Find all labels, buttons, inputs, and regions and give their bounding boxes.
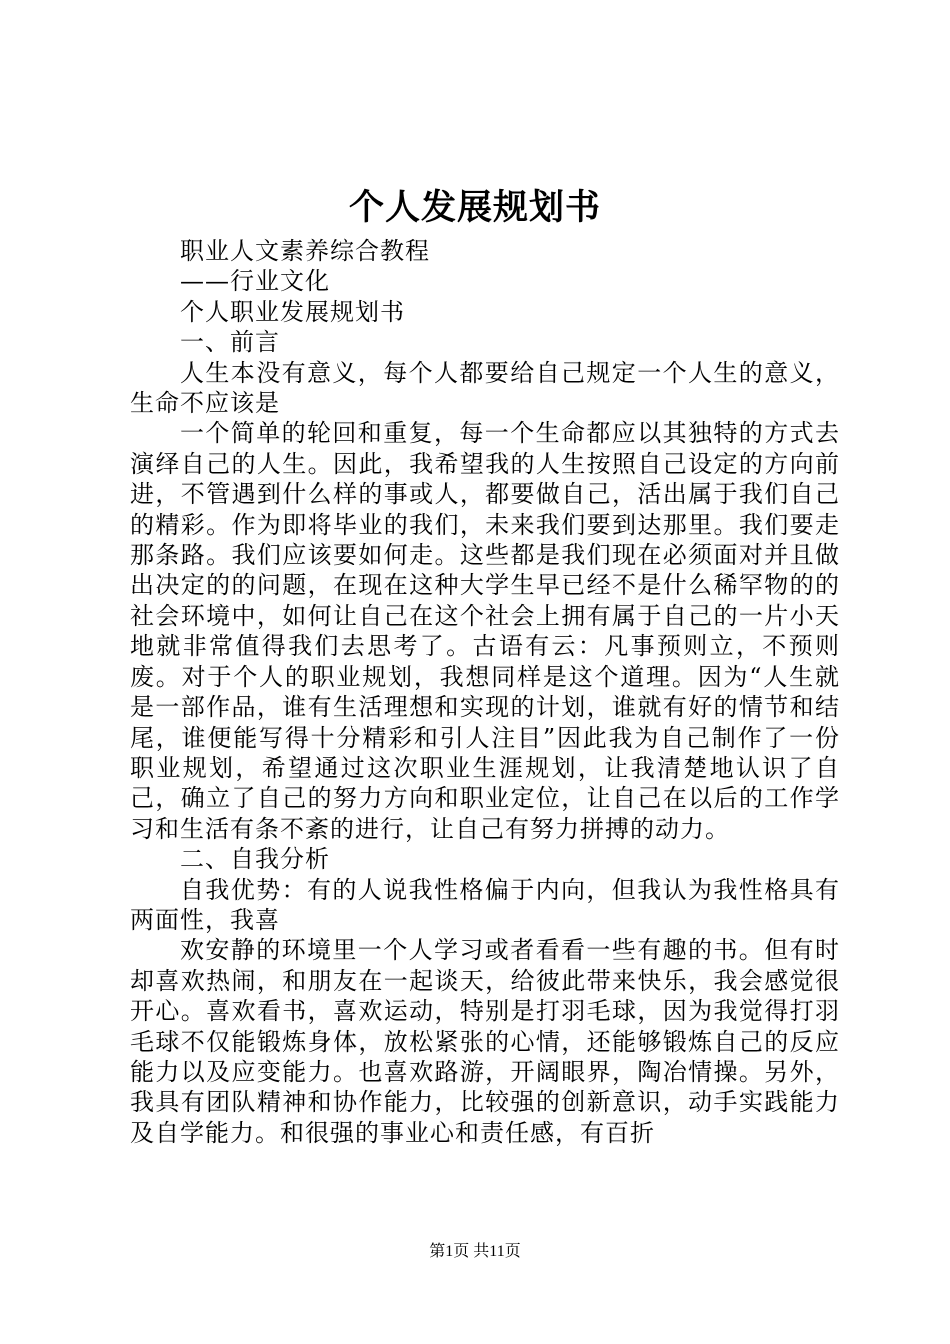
paragraph-course-name: 职业人文素养综合教程 <box>180 237 430 265</box>
paragraph-self-analysis-2: 欢安静的环境里一个人学习或者看看一些有趣的书。但有时却喜欢热闹，和朋友在一起谈天，给彼此带来快乐，我会感觉很开心。喜欢看书，喜欢运动，特别是打羽毛球，因为我觉得打羽毛球不仅能锻炼身体，放松紧张的心情，还能够锻炼自己的反应能力以及应变能力。也喜欢路游，开阔眼界，陶冶情操。另外，我具有团队精神和协作能力，比较强的创新意识，动手实践能力及自学能力。和很强的事业心和责任感，有百折 <box>130 936 840 1147</box>
section-heading-preface: 一、前言 <box>180 328 280 357</box>
paragraph-subtitle: ——行业文化 <box>180 267 330 296</box>
paragraph-preface-1: 人生本没有意义，每个人都要给自己规定一个人生的意义，生命不应该是 <box>130 358 840 418</box>
paragraph-preface-2: 一个简单的轮回和重复，每一个生命都应以其独特的方式去演绎自己的人生。因此，我希望我的人生按照自己设定的方向前进，不管遇到什么样的事或人，都要做自己，活出属于我们自己的精彩。作为即将毕业的我们，未来我们要到达那里。我们要走那条路。我们应该要如何走。这些都是我们现在必须面对并且做出决定的的问题，在现在这种大学生早已经不是什么稀罕物的的社会环境中，如何让自己在这个社会上拥有属于自己的一片小天地就非常值得我们去思考了。古语有云：凡事预则立，不预则废。对于个人的职业规划，我想同样是这个道理。因为“人生就是一部作品，谁有生活理想和实现的计划，谁就有好的情节和结尾，谁便能写得十分精彩和引人注目”因此我为自己制作了一份职业规划，希望通过这次职业生涯规划，让我清楚地认识了自己，确立了自己的努力方向和职业定位，让自己在以后的工作学习和生活有条不紊的进行，让自己有努力拼搏的动力。 <box>130 419 840 843</box>
paragraph-self-analysis-1: 自我优势：有的人说我性格偏于内向，但我认为我性格具有两面性，我喜 <box>130 875 840 934</box>
paragraph-plan-heading: 个人职业发展规划书 <box>180 297 405 326</box>
section-heading-self-analysis: 二、自我分析 <box>180 845 330 874</box>
page-footer: 第1页 共11页 <box>429 1243 521 1260</box>
document-body <box>130 236 840 1148</box>
document-title: 个人发展规划书 <box>348 187 601 228</box>
